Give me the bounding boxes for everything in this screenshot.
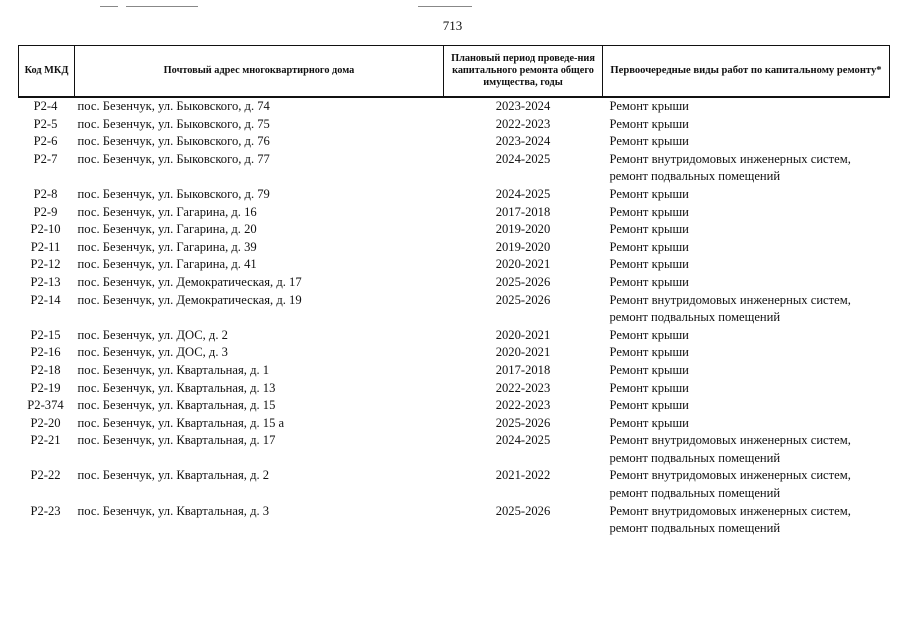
table-row (19, 151, 890, 186)
table-row (19, 221, 890, 239)
cell-address: пос. Безенчук, ул. Квартальная, д. 3 (77, 503, 270, 518)
table-row (19, 432, 890, 467)
table-row (19, 344, 890, 362)
cell-works: Ремонт крыши (609, 327, 689, 342)
cell-code: Р2-14 (30, 292, 61, 307)
cell-code: Р2-11 (30, 239, 61, 254)
cell-works: Ремонт крыши (609, 134, 689, 149)
table-row (19, 204, 890, 222)
cell-period: 2024-2025 (495, 433, 551, 448)
cell-works: Ремонт крыши (609, 345, 689, 360)
cell-period: 2022-2023 (495, 380, 551, 395)
table-row (19, 186, 890, 204)
cell-works: Ремонт внутридомовых инженерных систем, ремонт подвальных помещений (609, 503, 851, 536)
table-row (19, 239, 890, 257)
table-row (19, 327, 890, 345)
scan-artifact-left (100, 6, 118, 7)
page-number: 713 (442, 18, 463, 33)
cell-address: пос. Безенчук, ул. Гагарина, д. 20 (77, 222, 257, 237)
table-row (19, 274, 890, 292)
cell-address: пос. Безенчук, ул. Гагарина, д. 39 (77, 239, 257, 254)
cell-works: Ремонт крыши (609, 415, 689, 430)
cell-code: Р2-7 (33, 151, 58, 166)
header-period: Плановый период проведе-ния капитального ремонта общего имущества, годы (444, 46, 603, 98)
cell-works: Ремонт крыши (609, 116, 689, 131)
cell-code: Р2-15 (30, 327, 61, 342)
cell-address: пос. Безенчук, ул. Демократическая, д. 19 (77, 292, 302, 307)
table-row (19, 133, 890, 151)
cell-period: 2025-2026 (495, 503, 551, 518)
cell-address: пос. Безенчук, ул. Быковского, д. 77 (77, 151, 270, 166)
cell-code: Р2-12 (30, 257, 61, 272)
table-body (19, 97, 890, 538)
cell-period: 2021-2022 (495, 468, 551, 483)
table-row (19, 380, 890, 398)
cell-period: 2019-2020 (495, 239, 551, 254)
cell-address: пос. Безенчук, ул. Быковского, д. 76 (77, 134, 270, 149)
cell-works: Ремонт крыши (609, 274, 689, 289)
cell-works: Ремонт внутридомовых инженерных систем, ремонт подвальных помещений (609, 151, 851, 184)
table-header-row (19, 46, 890, 98)
header-code: Код МКД (19, 46, 75, 98)
cell-code: Р2-19 (30, 380, 61, 395)
cell-address: пос. Безенчук, ул. Квартальная, д. 1 (77, 362, 270, 377)
cell-works: Ремонт крыши (609, 257, 689, 272)
cell-address: пос. Безенчук, ул. Гагарина, д. 41 (77, 257, 257, 272)
cell-period: 2022-2023 (495, 398, 551, 413)
cell-works: Ремонт крыши (609, 99, 689, 113)
cell-works: Ремонт крыши (609, 380, 689, 395)
cell-code: Р2-13 (30, 274, 61, 289)
cell-period: 2023-2024 (495, 99, 551, 113)
table-row (19, 97, 890, 116)
cell-address: пос. Безенчук, ул. ДОС, д. 2 (77, 327, 228, 342)
cell-code: Р2-5 (33, 116, 58, 131)
cell-code: Р2-18 (30, 362, 61, 377)
cell-period: 2020-2021 (495, 345, 551, 360)
capital-repair-table (18, 45, 890, 538)
cell-code: Р2-20 (30, 415, 61, 430)
cell-address: пос. Безенчук, ул. Квартальная, д. 17 (77, 433, 276, 448)
cell-address: пос. Безенчук, ул. Квартальная, д. 2 (77, 468, 270, 483)
scan-artifact-right (418, 6, 472, 7)
cell-code: Р2-10 (30, 222, 61, 237)
cell-period: 2020-2021 (495, 257, 551, 272)
cell-works: Ремонт внутридомовых инженерных систем, ремонт подвальных помещений (609, 433, 851, 465)
cell-period: 2023-2024 (495, 134, 551, 149)
cell-period: 2017-2018 (495, 204, 551, 219)
cell-address: пос. Безенчук, ул. Квартальная, д. 13 (77, 380, 276, 395)
cell-period: 2019-2020 (495, 222, 551, 237)
table-row (19, 292, 890, 327)
cell-period: 2024-2025 (495, 186, 551, 201)
cell-period: 2024-2025 (495, 151, 551, 166)
cell-works: Ремонт крыши (609, 398, 689, 413)
cell-code: Р2-8 (33, 186, 58, 201)
cell-code: Р2-6 (33, 134, 58, 149)
cell-period: 2017-2018 (495, 362, 551, 377)
table-row (19, 467, 890, 502)
cell-code: Р2-22 (30, 468, 61, 483)
cell-works: Ремонт крыши (609, 362, 689, 377)
cell-address: пос. Безенчук, ул. Демократическая, д. 17 (77, 274, 302, 289)
cell-works: Ремонт внутридомовых инженерных систем, ремонт подвальных помещений (609, 468, 851, 501)
cell-period: 2022-2023 (495, 116, 551, 131)
cell-code: Р2-4 (33, 99, 58, 113)
cell-code: Р2-23 (30, 503, 61, 518)
cell-code: Р2-374 (27, 398, 64, 413)
cell-works: Ремонт внутридомовых инженерных систем, ремонт подвальных помещений (609, 292, 851, 325)
cell-code: Р2-9 (33, 204, 58, 219)
table-row (19, 397, 890, 415)
cell-period: 2025-2026 (495, 274, 551, 289)
cell-period: 2025-2026 (495, 292, 551, 307)
table-row (19, 116, 890, 134)
cell-address: пос. Безенчук, ул. ДОС, д. 3 (77, 345, 228, 360)
header-works: Первоочередные виды работ по капитальному ремонту* (603, 46, 890, 98)
cell-address: пос. Безенчук, ул. Квартальная, д. 15 а (77, 415, 285, 430)
cell-works: Ремонт крыши (609, 239, 689, 254)
cell-address: пос. Безенчук, ул. Квартальная, д. 15 (77, 398, 276, 413)
scan-artifact-middle (126, 6, 198, 7)
cell-code: Р2-16 (30, 345, 61, 360)
cell-period: 2025-2026 (495, 415, 551, 430)
cell-address: пос. Безенчук, ул. Быковского, д. 79 (77, 186, 270, 201)
cell-works: Ремонт крыши (609, 186, 689, 201)
cell-address: пос. Безенчук, ул. Быковского, д. 74 (77, 99, 270, 113)
header-address: Почтовый адрес многоквартирного дома (75, 46, 444, 98)
table-row (19, 503, 890, 538)
table-row (19, 415, 890, 433)
cell-works: Ремонт крыши (609, 222, 689, 237)
cell-code: Р2-21 (30, 433, 61, 448)
cell-works: Ремонт крыши (609, 204, 689, 219)
table-row (19, 362, 890, 380)
cell-address: пос. Безенчук, ул. Быковского, д. 75 (77, 116, 270, 131)
cell-address: пос. Безенчук, ул. Гагарина, д. 16 (77, 204, 257, 219)
cell-period: 2020-2021 (495, 327, 551, 342)
table-row (19, 256, 890, 274)
